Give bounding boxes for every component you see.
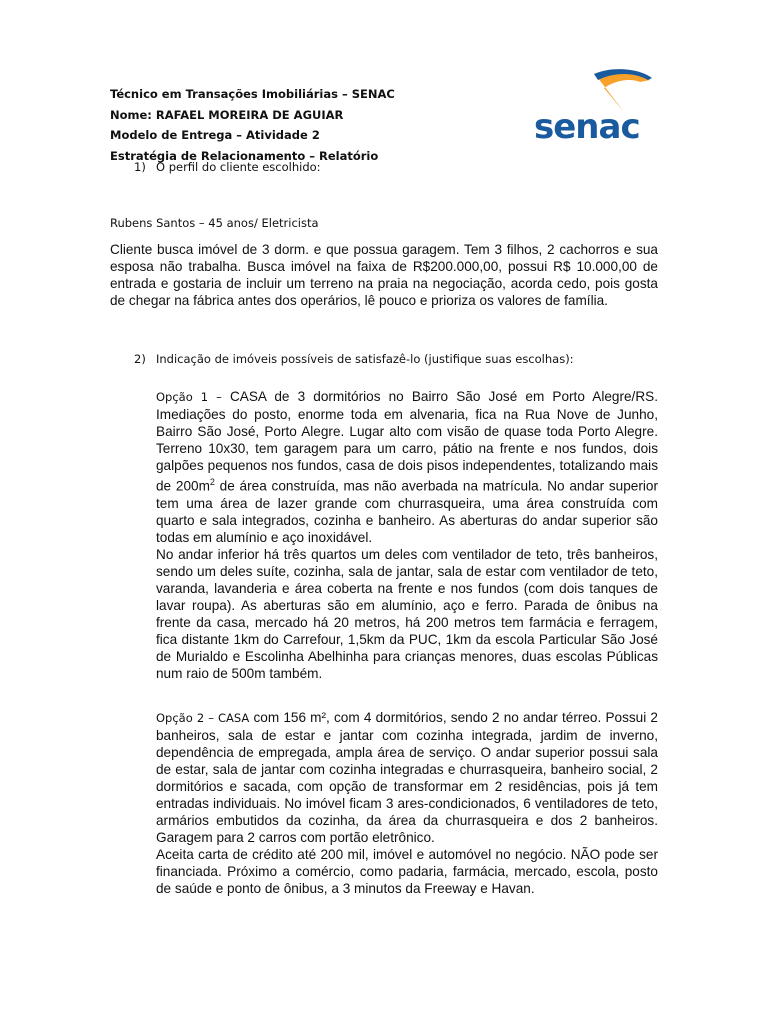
section1-title: O perfil do cliente escolhido: [156, 160, 321, 174]
header-course: Técnico em Transações Imobiliárias – SENAC [110, 87, 395, 101]
section1-number: 1) [134, 160, 146, 174]
header-student-name: Nome: RAFAEL MOREIRA DE AGUIAR [110, 107, 344, 122]
header-delivery-model: Modelo de Entrega – Atividade 2 [110, 128, 320, 142]
option1-text-b: de área construída, mas não averbada na matrícula. No andar superior tem uma área de lazer grande com churrasqueira, uma área construída com quarto e sala integrados, cozinha e banheiro. As aberturas do andar superior são todas em alumínio e aço inoxidável. [156, 478, 658, 545]
option2-label: Opção 2 – CASA [156, 711, 250, 725]
option2-text-a: com 156 m², com 4 dormitórios, sendo 2 no andar térreo. Possui 2 banheiros, sala de estar e jantar com cozinha integrada, jardim de inverno, dependência de empregada, ampla área de serviço. O andar superior possui sala de estar, sala de jantar com cozinha integradas e churrasqueira, banheiro social, 2 dormitórios e sacada, com opção de transformar em 2 residências, pois já tem entradas individuais. No imóvel ficam 3 ares-condicionados, 6 ventiladores de teto, armários embutidos da cozinha, da área da churrasqueira e dos 2 banheiros. Garagem para 2 carros com portão eletrônico. [156, 710, 658, 845]
option1-text-a: CASA de 3 dormitórios no Bairro São José em Porto Alegre/RS. Imediações do posto, enorme toda em alvenaria, fica na Rua Nove de Junho, Bairro São José, Porto Alegre. Lugar alto com visão de quase toda Porto Alegre. Terreno 10x30, tem garagem para um carro, pátio na frente e nos fundos, dois galpões pequenos nos fundos, casa de dois pisos independentes, totalizando mais de 200m [156, 389, 658, 494]
section2-number: 2) [134, 352, 146, 366]
section1-heading [134, 160, 321, 174]
header-strategy: Estratégia de Relacionamento – Relatório [110, 148, 379, 163]
option1-label: Opção 1 – [156, 390, 222, 404]
option1-superscript: 2 [209, 477, 215, 487]
option2-paragraph [156, 709, 658, 897]
section2-heading [134, 352, 574, 366]
option2-text-b: Aceita carta de crédito até 200 mil, imóvel e automóvel no negócio. NÃO pode ser financiada. Próximo a comércio, como padaria, farmácia, mercado, escola, posto de saúde e ponto de ônibus, a 3 minutos da Freeway e Havan. [156, 847, 658, 896]
option1-paragraph [156, 388, 658, 682]
option2-block-a [156, 709, 658, 846]
logo-wordmark: senac [534, 107, 640, 142]
section2-title: Indicação de imóveis possíveis de satisfazê-lo (justifique suas escolhas): [156, 352, 574, 366]
client-description: Cliente busca imóvel de 3 dorm. e que possua garagem. Tem 3 filhos, 2 cachorros e sua esposa não trabalha. Busca imóvel na faixa de R$200.000,00, possui R$ 10.000,00 de entrada e gostaria de incluir um terreno na praia na negociação, acorda cedo, pois gosta de chegar na fábrica antes dos operários, lê pouco e prioriza os valores de família. [110, 242, 658, 308]
option1-block-a [156, 388, 658, 546]
option1-text-c: No andar inferior há três quartos um deles com ventilador de teto, três banheiros, sendo um deles suíte, cozinha, sala de jantar, sala de estar com ventilador de teto, varanda, lavanderia e área coberta na frente e nos fundos (com dois tanques de lavar roupa). As aberturas são em alumínio, aço e ferro. Parada de ônibus na frente da casa, mercado há 20 metros, há 200 metros tem farmácia e ferragem, fica distante 1km do Carrefour, 1,5km da PUC, 1km da escola Particular São José de Murialdo e Escolinha Abelhinha para crianças menores, duas escolas Públicas num raio de 500m também. [156, 546, 658, 681]
document-header [110, 84, 490, 166]
senac-logo [532, 68, 658, 142]
client-name: Rubens Santos – 45 anos/ Eletricista [110, 216, 319, 230]
